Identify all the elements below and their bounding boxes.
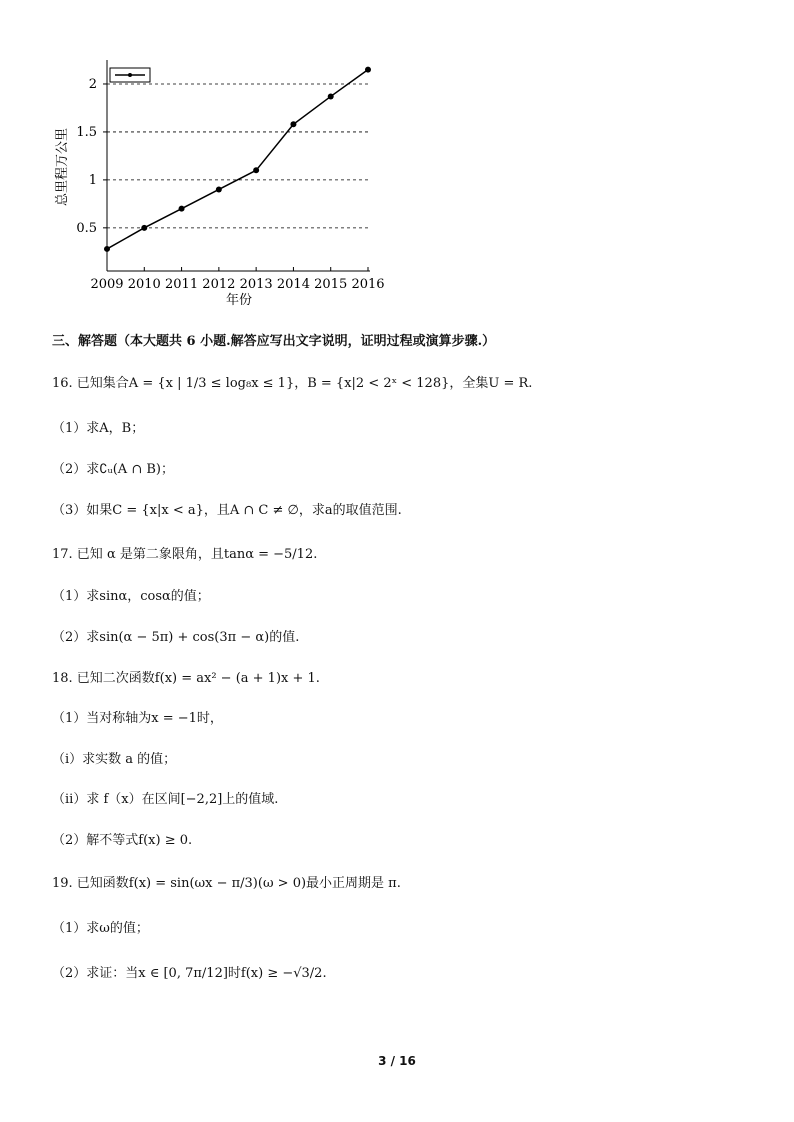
y-tick-label: 0.5 — [76, 220, 97, 236]
problem-19: 19. 已知函数f(x) = sin(ωx − π/3)(ω > 0)最小正周期是 π. — [52, 876, 401, 891]
x-tick-label: 2012 — [202, 277, 236, 292]
data-point — [253, 167, 259, 173]
x-tick-label: 2010 — [127, 277, 161, 292]
y-axis-label: 总里程万公里 — [55, 127, 70, 207]
problem-19-part-1: （1）求ω的值； — [52, 921, 149, 936]
x-tick-label: 2016 — [351, 277, 385, 292]
problem-17-part-2: （2）求sin(α − 5π) + cos(3π − α)的值. — [52, 630, 300, 645]
problem-18-part-1-ii: （ii）求 f（x）在区间[−2,2]上的值域. — [52, 792, 279, 807]
problem-16-part-1: （1）求A，B； — [52, 421, 145, 436]
y-tick-label: 2 — [88, 76, 97, 92]
data-point — [328, 93, 334, 99]
data-point — [290, 121, 296, 127]
x-axis-label: 年份 — [225, 293, 253, 308]
data-point — [179, 206, 185, 212]
page-number: 3 / 16 — [378, 1054, 416, 1068]
y-tick-label: 1.5 — [76, 124, 97, 140]
problem-18: 18. 已知二次函数f(x) = ax² − (a + 1)x + 1. — [52, 671, 320, 686]
x-tick-label: 2014 — [276, 277, 310, 292]
data-point — [216, 186, 222, 192]
problem-17-part-1: （1）求sinα，cosα的值； — [52, 589, 210, 604]
problem-18-part-2: （2）解不等式f(x) ≥ 0. — [52, 833, 193, 848]
problem-17: 17. 已知 α 是第二象限角，且tanα = −5/12. — [52, 547, 318, 562]
legend — [110, 68, 150, 82]
problem-16-part-2: （2）求∁ᵤ(A ∩ B)； — [52, 462, 174, 477]
line-chart — [40, 55, 400, 315]
x-tick-label: 2013 — [239, 277, 273, 292]
x-tick-label: 2015 — [314, 277, 348, 292]
data-point — [141, 225, 147, 231]
data-points — [104, 67, 371, 252]
problem-18-part-1: （1）当对称轴为x = −1时， — [52, 711, 223, 726]
grid-lines — [107, 84, 370, 228]
problem-16-part-3: （3）如果C = {x|x < a}，且A ∩ C ≠ ∅，求a的取值范围. — [52, 503, 402, 518]
problem-16: 16. 已知集合A = {x | 1/3 ≤ log₈x ≤ 1}，B = {x|2 < 2ˣ < 128}，全集U = R. — [52, 376, 533, 391]
x-tick-label: 2011 — [165, 277, 199, 292]
x-tick-label: 2009 — [90, 277, 124, 292]
y-ticks — [76, 77, 107, 236]
problem-19-part-2: （2）求证：当x ∈ [0, 7π/12]时f(x) ≥ −√3/2. — [52, 966, 327, 981]
data-point — [365, 67, 371, 73]
legend-marker — [128, 73, 132, 77]
section-heading: 三、解答题（本大题共 6 小题.解答应写出文字说明，证明过程或演算步骤.） — [52, 334, 496, 349]
y-tick-label: 1 — [88, 172, 97, 188]
problem-18-part-1-i: （i）求实数 a 的值； — [52, 752, 177, 767]
data-point — [104, 246, 110, 252]
